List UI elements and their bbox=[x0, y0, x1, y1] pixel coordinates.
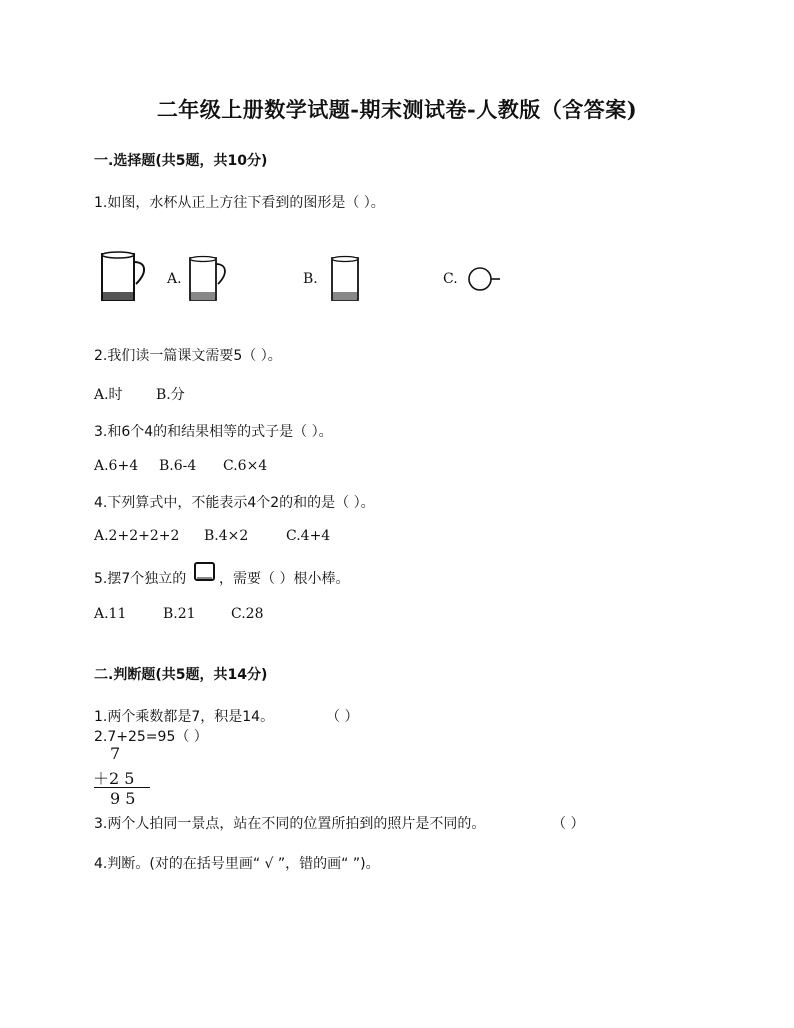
q4-option-a: A.2+2+2+2 bbox=[94, 528, 180, 544]
q5-option-b: B.21 bbox=[163, 606, 196, 622]
judgment-4-text: 4.判断。(对的在括号里画“ √ ”，错的画“ ”)。 bbox=[94, 856, 380, 872]
cup-top-view-icon bbox=[466, 266, 506, 294]
question-2-text: 2.我们读一篇课文需要5（ ）。 bbox=[94, 348, 282, 364]
vertical-arith-line3: 9 5 bbox=[110, 789, 136, 808]
section-heading-judgment: 二.判断题(共5题，共14分) bbox=[94, 667, 268, 683]
q2-option-b: B.分 bbox=[156, 387, 185, 403]
section-heading-choice: 一.选择题(共5题，共10分) bbox=[94, 153, 268, 169]
vertical-arith-rule bbox=[94, 787, 150, 788]
cup-illustration bbox=[100, 250, 150, 306]
vertical-arith-line1: 7 bbox=[110, 744, 121, 763]
page-title: 二年级上册数学试题-期末测试卷-人教版（含答案) bbox=[156, 97, 638, 122]
q5-option-c: C.28 bbox=[231, 606, 264, 622]
question-5-text-before: 5.摆7个独立的 bbox=[94, 571, 187, 587]
q3-option-c: C.6×4 bbox=[223, 458, 268, 474]
option-a-label: A. bbox=[167, 271, 182, 287]
judgment-1-text: 1.两个乘数都是7，积是14。 bbox=[94, 709, 275, 725]
q4-option-b: B.4×2 bbox=[204, 528, 249, 544]
judgment-3-paren: （ ） bbox=[552, 816, 585, 832]
q4-option-c: C.4+4 bbox=[286, 528, 331, 544]
question-4-text: 4.下列算式中，不能表示4个2的和的是（ ）。 bbox=[94, 495, 375, 511]
judgment-3-text: 3.两个人拍同一景点，站在不同的位置所拍到的照片是不同的。 bbox=[94, 816, 486, 832]
cup-side-view-icon bbox=[188, 254, 232, 302]
square-icon bbox=[193, 561, 217, 583]
question-1-text: 1.如图，水杯从正上方往下看到的图形是（ ）。 bbox=[94, 195, 385, 211]
cup-front-view-icon bbox=[330, 254, 364, 302]
q2-option-a: A.时 bbox=[94, 387, 123, 403]
question-5-text-after: ，需要（ ）根小棒。 bbox=[219, 571, 350, 587]
judgment-1-paren: （ ） bbox=[326, 709, 359, 725]
q3-option-a: A.6+4 bbox=[94, 458, 139, 474]
option-c-label: C. bbox=[443, 271, 458, 287]
judgment-2-text: 2.7+25=95（ ） bbox=[94, 729, 208, 745]
vertical-arith-line2: ＋2 5 bbox=[93, 769, 135, 788]
q3-option-b: B.6-4 bbox=[159, 458, 197, 474]
option-b-label: B. bbox=[303, 271, 318, 287]
q5-option-a: A.11 bbox=[94, 606, 127, 622]
question-3-text: 3.和6个4的和结果相等的式子是（ ）。 bbox=[94, 424, 333, 440]
